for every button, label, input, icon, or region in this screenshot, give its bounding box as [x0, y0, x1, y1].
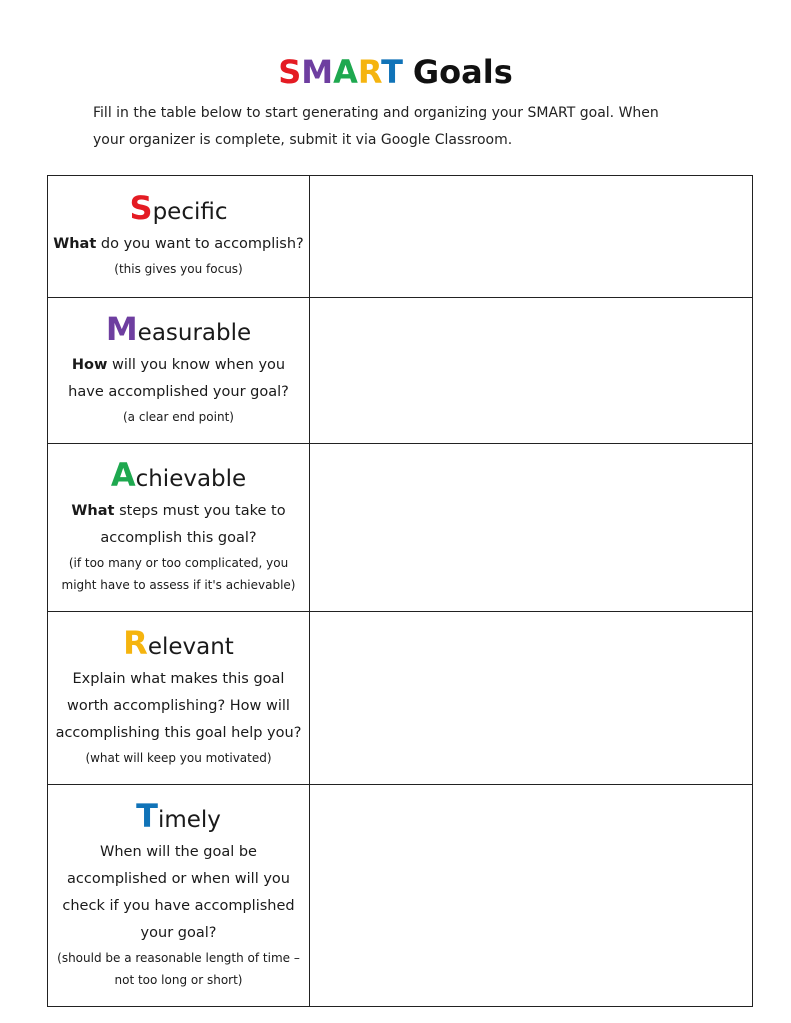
achievable-initial: A — [110, 455, 136, 494]
achievable-question-keyword: What — [71, 502, 115, 519]
specific-question-line — [48, 231, 309, 258]
title-rest: Goals — [412, 53, 513, 91]
timely-note-line: (should be a reasonable length of time – — [57, 950, 300, 965]
measurable-question-line — [48, 352, 309, 379]
specific-note-line: (this gives you focus) — [114, 262, 243, 276]
title-letter-a: A — [333, 53, 358, 91]
timely-answer-cell[interactable] — [310, 785, 753, 1007]
specific-question-keyword: What — [53, 236, 97, 252]
relevant-question-line: worth accomplishing? How will — [67, 697, 290, 714]
relevant-heading-rest: elevant — [147, 633, 234, 660]
relevant-question-line: accomplishing this goal help you? — [55, 724, 302, 741]
instructions-line-2: your organizer is complete, submit it via Google Classroom. — [93, 132, 513, 148]
title-letter-t: T — [381, 53, 403, 91]
timely-heading-rest: imely — [157, 806, 221, 833]
measurable-question-keyword: How — [71, 356, 108, 373]
specific-heading-rest: pecific — [152, 199, 228, 225]
relevant-question-line: Explain what makes this goal — [72, 670, 285, 687]
relevant-initial: R — [123, 623, 148, 662]
relevant-heading — [48, 623, 309, 662]
timely-question-line: check if you have accomplished — [62, 897, 295, 914]
measurable-heading — [48, 309, 309, 348]
timely-note-line: not too long or short) — [114, 972, 243, 987]
title-letter-s: S — [278, 53, 302, 91]
instructions-line-1: Fill in the table below to start generating and organizing your SMART goal. When — [93, 105, 659, 121]
achievable-note-line: (if too many or too complicated, you — [68, 555, 289, 570]
achievable-question-line: accomplish this goal? — [100, 529, 257, 546]
relevant-note-line: (what will keep you motivated) — [85, 750, 272, 765]
table-row-measurable — [48, 298, 753, 444]
measurable-note-line: (a clear end point) — [123, 409, 234, 424]
achievable-note-line: might have to assess if it's achievable) — [61, 577, 296, 592]
measurable-question-text: will you know when you — [107, 356, 286, 373]
specific-heading — [48, 189, 309, 227]
measurable-answer-cell[interactable] — [310, 298, 753, 444]
instructions — [93, 100, 713, 154]
timely-heading — [48, 796, 309, 835]
specific-question-text: do you want to accomplish? — [96, 236, 304, 252]
title-letter-r: R — [357, 53, 382, 91]
measurable-heading-rest: easurable — [137, 319, 252, 346]
achievable-answer-cell[interactable] — [310, 444, 753, 612]
achievable-question-line — [48, 498, 309, 525]
table-row-specific — [48, 176, 753, 298]
measurable-question-line: have accomplished your goal? — [68, 383, 289, 400]
specific-answer-cell[interactable] — [310, 176, 753, 298]
relevant-answer-cell[interactable] — [310, 612, 753, 785]
timely-initial: T — [136, 796, 158, 835]
achievable-label-cell — [48, 444, 310, 612]
measurable-initial: M — [105, 309, 138, 348]
achievable-heading-rest: chievable — [135, 465, 247, 492]
timely-question-line: accomplished or when will you — [67, 870, 290, 887]
specific-initial: S — [129, 189, 153, 227]
title-letter-m: M — [301, 53, 334, 91]
achievable-question-text: steps must you take to — [114, 502, 286, 519]
table-row-relevant — [48, 612, 753, 785]
table-row-achievable — [48, 444, 753, 612]
table-row-timely — [48, 785, 753, 1007]
measurable-label-cell — [48, 298, 310, 444]
page-title — [0, 50, 791, 94]
timely-question-line: your goal? — [140, 924, 217, 941]
smart-goal-table — [47, 175, 753, 1007]
relevant-label-cell — [48, 612, 310, 785]
timely-label-cell — [48, 785, 310, 1007]
timely-question-line: When will the goal be — [100, 843, 257, 860]
specific-label-cell — [48, 176, 310, 298]
achievable-heading — [48, 455, 309, 494]
